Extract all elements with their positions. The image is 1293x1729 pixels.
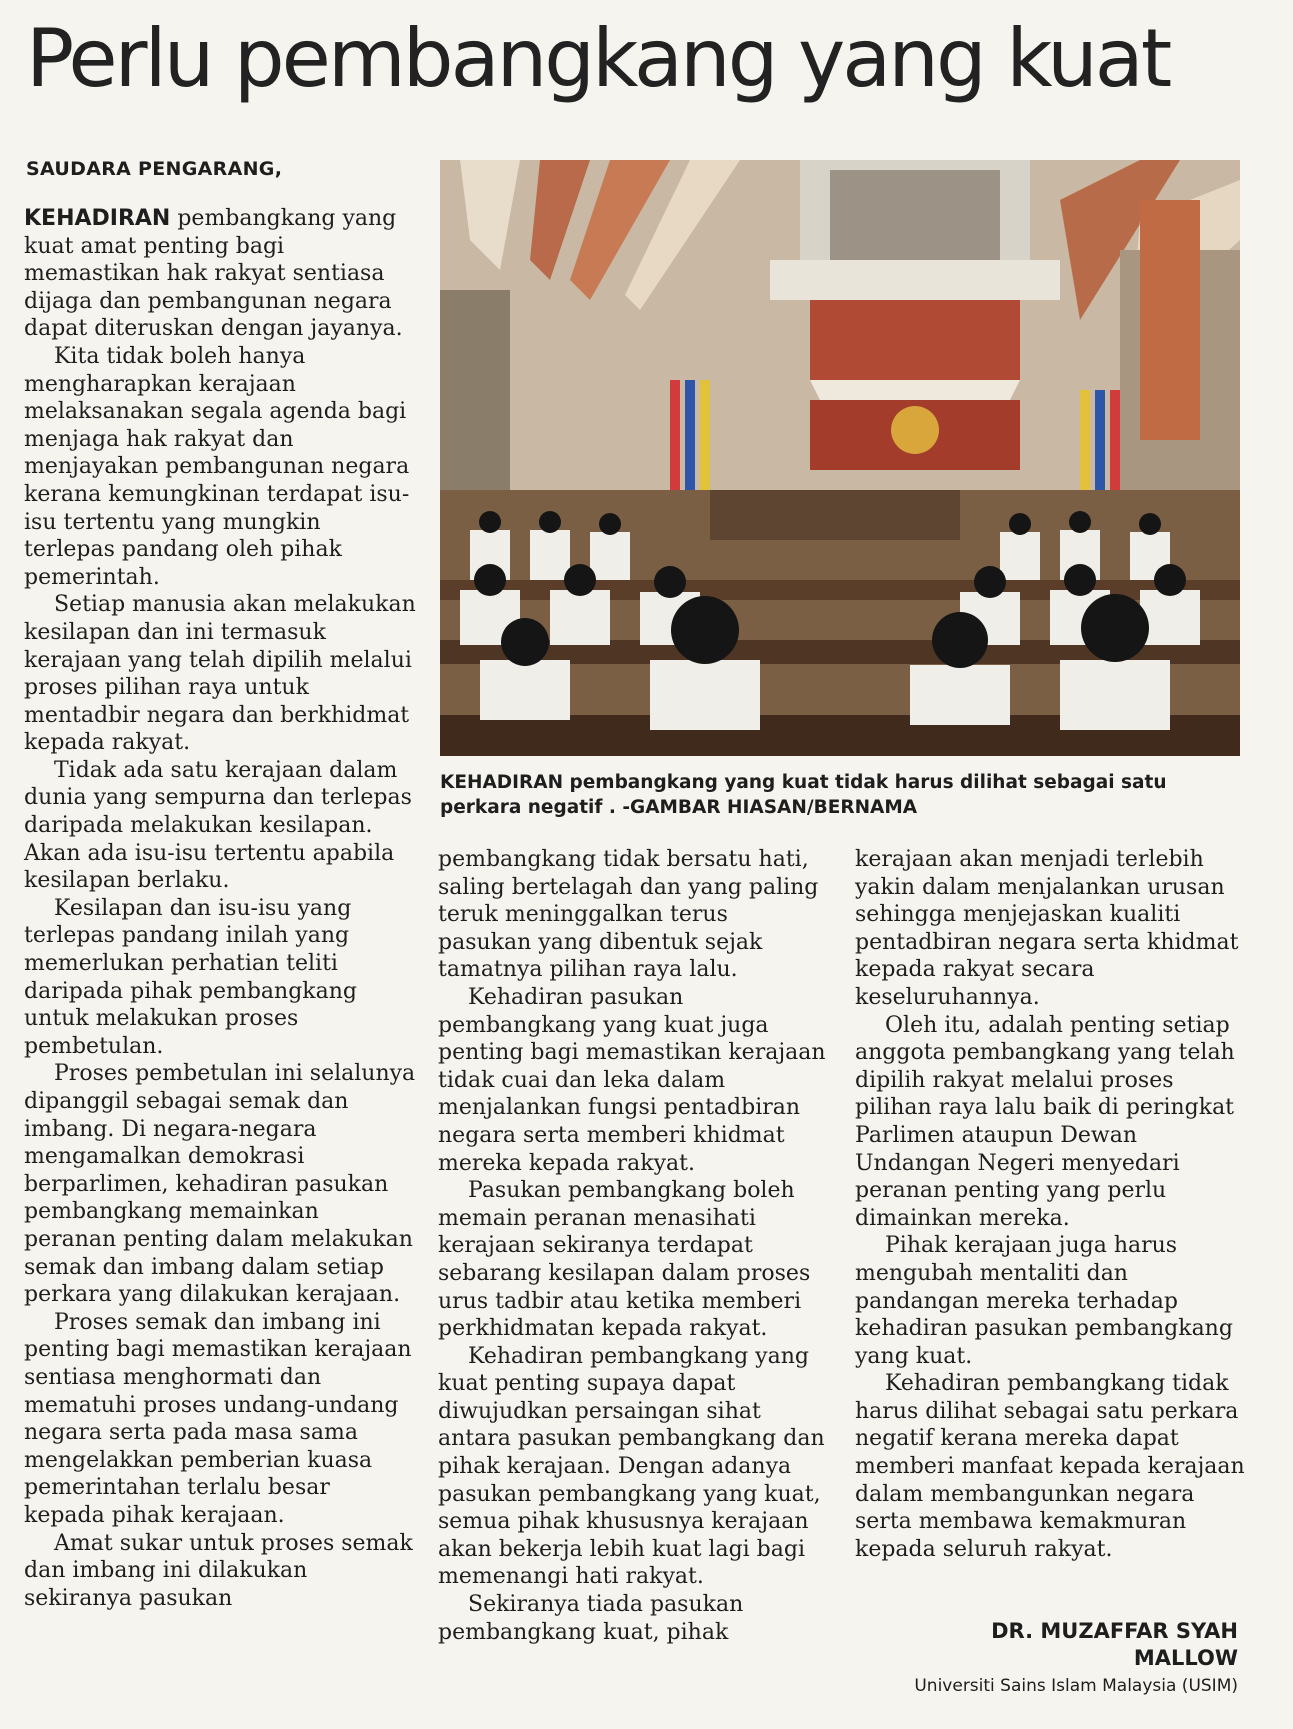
paragraph: Kehadiran pasukan pembangkang yang kuat juga penting bagi memastikan kerajaan tidak cuai dan leka dalam menjalankan fungsi pentadbiran negara serta memberi khidmat mereka kepada rakyat. — [438, 984, 826, 1176]
paragraph: Kehadiran pembangkang yang kuat penting supaya dapat diwujudkan persaingan sihat antara pasukan pembangkang dan pihak kerajaan. Dengan adanya pasukan pembangkang yang kuat, semua pihak khususnya kerajaan akan bekerja lebih kuat lagi bagi memenangi hati rakyat. — [438, 1343, 825, 1590]
paragraph: Amat sukar untuk proses semak dan imbang ini dilakukan sekiranya pasukan — [24, 1530, 413, 1611]
paragraph: Proses pembetulan ini selalunya dipanggil sebagai semak dan imbang. Di negara-negara mengamalkan demokrasi berparlimen, kehadiran pasukan pembangkang memainkan peranan penting dalam melakukan semak dan imbang dalam setiap perkara yang dilakukan kerajaan. — [24, 1061, 416, 1308]
lead-text: pembangkang yang kuat amat penting bagi memastikan hak rakyat sentiasa dijaga dan pembangunan negara dapat diteruskan dengan jayanya. — [24, 206, 403, 342]
paragraph: Proses semak dan imbang ini penting bagi memastikan kerajaan sentiasa menghormati dan mematuhi proses undang-undang negara serta pada masa sama mengelakkan pemberian kuasa pemerintahan terlalu besar kepada pihak kerajaan. — [24, 1309, 412, 1528]
article-column-2 — [438, 846, 828, 1646]
paragraph: Pasukan pembangkang boleh memain peranan menasihati kerajaan sekiranya terdapat sebarang kesilapan dalam proses urus tadbir atau ketika memberi perkhidmatan kepada rakyat. — [438, 1178, 811, 1342]
lead-kicker: KEHADIRAN — [24, 206, 171, 231]
headline: Perlu pembangkang yang kuat — [26, 12, 1170, 105]
paragraph: Oleh itu, adalah penting setiap anggota pembangkang yang telah dipilih rakyat melalui proses pilihan raya lalu baik di peringkat Parlimen ataupun Dewan Undangan Negeri menyedari peranan penting yang perlu dimainkan mereka. — [855, 1012, 1235, 1231]
paragraph: kerajaan akan menjadi terlebih yakin dalam menjalankan urusan sehingga menjejaskan kualiti pentadbiran negara serta khidmat kepada rakyat secara keseluruhannya. — [855, 847, 1239, 1010]
byline — [878, 1618, 1238, 1700]
author-affiliation: Universiti Sains Islam Malaysia (USIM) — [914, 1676, 1238, 1696]
lead-paragraph — [24, 205, 416, 343]
paragraph: Kita tidak boleh hanya mengharapkan kerajaan melaksanakan segala agenda bagi menjaga hak rakyat dan menjayakan pembangunan negara kerana kemungkinan terdapat isu-isu tertentu yang mungkin terlepas pandang oleh pihak pemerintah. — [24, 343, 410, 590]
paragraph: Kehadiran pembangkang tidak harus dilihat sebagai satu perkara negatif kerana mereka dapat memberi manfaat kepada kerajaan dalam membangunkan negara serta membawa kemakmuran kepada seluruh rakyat. — [855, 1371, 1245, 1562]
salutation: SAUDARA PENGARANG, — [26, 158, 283, 180]
paragraph: Kesilapan dan isu-isu yang terlepas pandang inilah yang memerlukan perhatian teliti daripada pihak pembangkang untuk melakukan proses pembetulan. — [24, 895, 357, 1059]
author-name-line2: MALLOW — [1133, 1646, 1238, 1670]
paragraph: Tidak ada satu kerajaan dalam dunia yang sempurna dan terlepas daripada melakukan kesilapan. Akan ada isu-isu tertentu apabila kesilapan berlaku. — [24, 757, 412, 894]
photo-caption: KEHADIRAN pembangkang yang kuat tidak harus dilihat sebagai satu perkara negatif . -GAMBAR HIASAN/BERNAMA — [440, 772, 1167, 818]
article-column-3 — [855, 846, 1255, 1563]
author-name-line1: DR. MUZAFFAR SYAH — [991, 1619, 1238, 1643]
paragraph: pembangkang tidak bersatu hati, saling bertelagah dan yang paling teruk meninggalkan terus pasukan yang dibentuk sejak tamatnya pilihan raya lalu. — [438, 847, 819, 983]
paragraph: Sekiranya tiada pasukan pembangkang kuat, pihak — [438, 1592, 744, 1645]
parliament-illustration — [440, 160, 1240, 756]
paragraph: Pihak kerajaan juga harus mengubah mentaliti dan pandangan mereka terhadap kehadiran pasukan pembangkang yang kuat. — [855, 1233, 1233, 1369]
paragraph: Setiap manusia akan melakukan kesilapan dan ini termasuk kerajaan yang telah dipilih melalui proses pilihan raya untuk mentadbir negara dan berkhidmat kepada rakyat. — [24, 592, 416, 756]
parliament-photo — [440, 160, 1240, 756]
article-column-1 — [24, 205, 416, 1612]
